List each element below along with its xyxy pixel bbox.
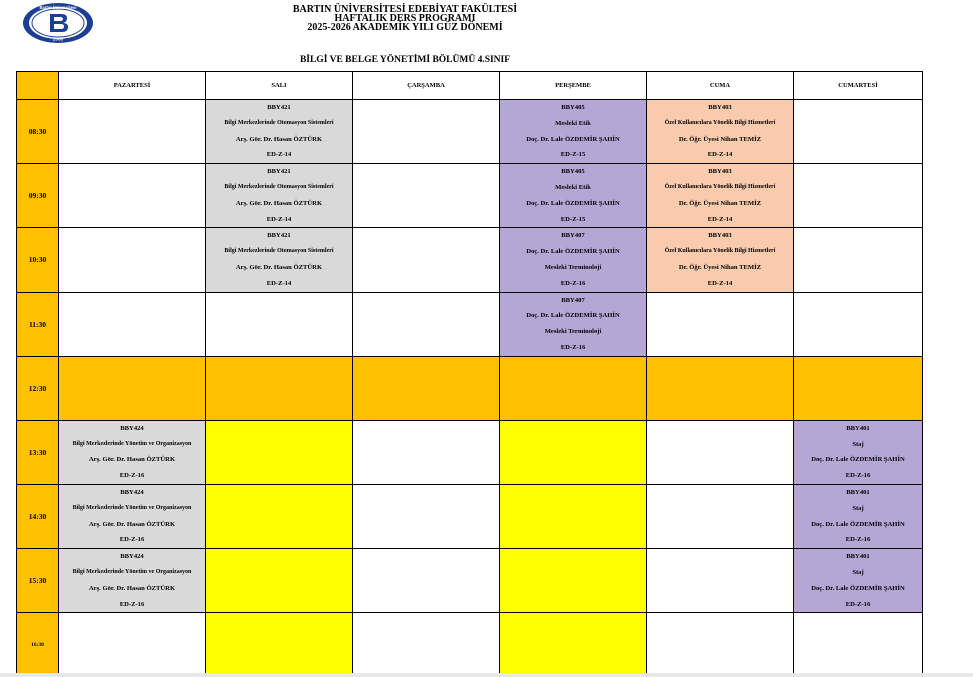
schedule-cell xyxy=(353,420,500,484)
schedule-cell xyxy=(59,228,206,292)
course-instructor: Arş. Gör. Dr. Hasan ÖZTÜRK xyxy=(235,199,323,207)
course-cell xyxy=(59,420,206,484)
course-cell xyxy=(500,100,647,164)
highlight-cell xyxy=(206,549,353,613)
course-code: BBY401 xyxy=(846,553,870,561)
course-instructor: Doç. Dr. Lale ÖZDEMİR ŞAHİN xyxy=(526,199,620,207)
schedule-cell xyxy=(59,613,206,677)
course-code: BBY424 xyxy=(120,424,144,432)
course-code: BBY424 xyxy=(120,553,144,561)
course-code: BBY421 xyxy=(267,232,291,240)
course-room: ED-Z-14 xyxy=(266,151,292,159)
course-room: ED-Z-14 xyxy=(707,151,733,159)
time-label: 10:30 xyxy=(17,228,59,292)
course-instructor: Arş. Gör. Dr. Hasan ÖZTÜRK xyxy=(88,520,176,528)
corner-cell xyxy=(17,72,59,100)
schedule-cell xyxy=(59,100,206,164)
course-name: Staj xyxy=(852,440,864,448)
course-name: Bilgi Merkezlerinde Yönetim ve Organizasyon xyxy=(72,440,192,447)
course-code: BBY424 xyxy=(120,488,144,496)
course-cell xyxy=(206,100,353,164)
course-room: ED-Z-14 xyxy=(266,279,292,287)
course-cell xyxy=(500,228,647,292)
course-room: ED-Z-14 xyxy=(266,215,292,223)
course-room: ED-Z-14 xyxy=(707,215,733,223)
course-name: Özel Kullanıcılara Yönelik Bilgi Hizmetleri xyxy=(664,183,776,190)
time-row xyxy=(17,549,923,613)
highlight-cell xyxy=(500,484,647,548)
course-cell xyxy=(206,164,353,228)
schedule-cell xyxy=(647,613,794,677)
schedule-cell xyxy=(794,613,923,677)
day-header: SALI xyxy=(206,72,353,100)
course-cell xyxy=(59,549,206,613)
time-label: 11:30 xyxy=(17,292,59,356)
schedule-cell xyxy=(59,164,206,228)
highlight-cell xyxy=(500,613,647,677)
course-name: Bilgi Merkezlerinde Otomasyon Sistemleri xyxy=(224,183,334,190)
course-name: Özel Kullanıcılara Yönelik Bilgi Hizmetleri xyxy=(664,248,776,255)
schedule-cell xyxy=(353,164,500,228)
department-title: BİLGİ VE BELGE YÖNETİMİ BÖLÜMÜ 4.SINIF xyxy=(299,55,511,65)
time-row xyxy=(17,228,923,292)
highlight-cell xyxy=(500,420,647,484)
time-row xyxy=(17,100,923,164)
day-header: PERŞEMBE xyxy=(500,72,647,100)
highlight-cell xyxy=(500,549,647,613)
course-instructor: Arş. Gör. Dr. Hasan ÖZTÜRK xyxy=(88,456,176,464)
lunch-cell xyxy=(500,356,647,420)
course-room: ED-Z-15 xyxy=(560,151,586,159)
schedule-cell xyxy=(794,100,923,164)
time-row xyxy=(17,164,923,228)
course-code: BBY421 xyxy=(267,168,291,176)
highlight-cell xyxy=(206,613,353,677)
course-cell xyxy=(794,484,923,548)
time-row xyxy=(17,292,923,356)
course-code: BBY407 xyxy=(561,232,585,240)
logo-arc-text: Bartın Üniversitesi xyxy=(39,5,77,10)
schedule-cell xyxy=(353,228,500,292)
day-header: ÇARŞAMBA xyxy=(353,72,500,100)
time-label: 15:30 xyxy=(17,549,59,613)
schedule-cell xyxy=(353,484,500,548)
time-row xyxy=(17,613,923,677)
course-code: BBY403 xyxy=(708,168,732,176)
lunch-cell xyxy=(647,356,794,420)
course-instructor: Doç. Dr. Lale ÖZDEMİR ŞAHİN xyxy=(811,520,905,528)
course-cell xyxy=(647,164,794,228)
course-name: Mesleki Terminoloji xyxy=(544,263,602,271)
time-row xyxy=(17,484,923,548)
course-instructor: Dr. Öğr. Üyesi Nihan TEMİZ xyxy=(678,135,762,143)
course-instructor: Doç. Dr. Lale ÖZDEMİR ŞAHİN xyxy=(526,248,620,256)
faculty-title: BARTIN ÜNİVERSİTESİ EDEBİYAT FAKÜLTESİ xyxy=(292,4,518,15)
schedule-cell xyxy=(647,420,794,484)
course-code: BBY401 xyxy=(846,488,870,496)
schedule-cell xyxy=(647,484,794,548)
course-name: Bilgi Merkezlerinde Yönetim ve Organizasyon xyxy=(72,504,192,511)
schedule-cell xyxy=(647,549,794,613)
highlight-cell xyxy=(206,420,353,484)
course-code: BBY405 xyxy=(561,104,585,111)
page-bottom-edge xyxy=(0,673,973,677)
course-cell xyxy=(647,100,794,164)
schedule-cell xyxy=(794,292,923,356)
highlight-cell xyxy=(206,484,353,548)
course-room: ED-Z-14 xyxy=(707,279,733,287)
time-label: 08:30 xyxy=(17,100,59,164)
course-instructor: Doç. Dr. Lale ÖZDEMİR ŞAHİN xyxy=(526,135,620,143)
course-instructor: Dr. Öğr. Üyesi Nihan TEMİZ xyxy=(678,199,762,207)
schedule-cell xyxy=(353,613,500,677)
lunch-cell xyxy=(59,356,206,420)
program-title: HAFTALIK DERS PROGRAMI xyxy=(334,13,476,24)
day-header: CUMARTESİ xyxy=(794,72,923,100)
course-instructor: Doç. Dr. Lale ÖZDEMİR ŞAHİN xyxy=(526,312,620,320)
schedule-cell xyxy=(59,292,206,356)
lunch-cell xyxy=(794,356,923,420)
course-instructor: Dr. Öğr. Üyesi Nihan TEMİZ xyxy=(678,263,762,271)
course-instructor: Doç. Dr. Lale ÖZDEMİR ŞAHİN xyxy=(811,584,905,592)
course-name: Özel Kullanıcılara Yönelik Bilgi Hizmetleri xyxy=(664,119,776,126)
course-cell xyxy=(794,420,923,484)
day-header: CUMA xyxy=(647,72,794,100)
logo-year: 2008 xyxy=(52,36,64,42)
course-code: BBY401 xyxy=(846,424,870,432)
course-code: BBY403 xyxy=(708,104,732,111)
lunch-cell xyxy=(353,356,500,420)
course-code: BBY421 xyxy=(267,104,291,111)
course-name: Bilgi Merkezlerinde Otomasyon Sistemleri xyxy=(224,119,334,126)
schedule-cell xyxy=(353,549,500,613)
time-row xyxy=(17,420,923,484)
course-room: ED-Z-16 xyxy=(119,536,145,544)
schedule-cell xyxy=(647,292,794,356)
schedule-cell xyxy=(794,164,923,228)
course-instructor: Arş. Gör. Dr. Hasan ÖZTÜRK xyxy=(235,263,323,271)
course-instructor: Arş. Gör. Dr. Hasan ÖZTÜRK xyxy=(235,135,323,143)
schedule-cell xyxy=(353,292,500,356)
schedule-cell xyxy=(206,292,353,356)
academic-year-title: 2025-2026 AKADEMİK YILI GÜZ DÖNEMİ xyxy=(307,22,503,33)
course-name: Mesleki Etik xyxy=(555,183,591,191)
schedule-cell xyxy=(794,228,923,292)
course-name: Staj xyxy=(852,504,864,512)
course-name: Bilgi Merkezlerinde Otomasyon Sistemleri xyxy=(224,248,334,255)
course-room: ED-Z-16 xyxy=(119,472,145,480)
course-cell xyxy=(647,228,794,292)
course-room: ED-Z-16 xyxy=(560,279,586,287)
course-cell xyxy=(794,549,923,613)
course-name: Bilgi Merkezlerinde Yönetim ve Organizasyon xyxy=(72,568,192,575)
course-room: ED-Z-16 xyxy=(560,343,586,351)
course-cell xyxy=(500,164,647,228)
lunch-row xyxy=(17,356,923,420)
course-name: Mesleki Etik xyxy=(555,119,591,127)
course-cell xyxy=(206,228,353,292)
course-instructor: Arş. Gör. Dr. Hasan ÖZTÜRK xyxy=(88,584,176,592)
course-name: Mesleki Terminoloji xyxy=(544,328,602,336)
time-label: 14:30 xyxy=(17,484,59,548)
course-code: BBY403 xyxy=(708,232,732,240)
course-room: ED-Z-16 xyxy=(845,536,871,544)
course-room: ED-Z-16 xyxy=(845,472,871,480)
day-header-row xyxy=(17,72,923,100)
time-label: 12:30 xyxy=(17,356,59,420)
course-cell xyxy=(500,292,647,356)
course-instructor: Doç. Dr. Lale ÖZDEMİR ŞAHİN xyxy=(811,456,905,464)
course-code: BBY405 xyxy=(561,168,585,176)
course-name: Staj xyxy=(852,568,864,576)
day-header: PAZARTESİ xyxy=(59,72,206,100)
university-logo xyxy=(22,2,94,44)
time-label: 16:30 xyxy=(17,613,59,677)
time-label: 09:30 xyxy=(17,164,59,228)
schedule-table xyxy=(16,71,923,677)
course-room: ED-Z-15 xyxy=(560,215,586,223)
course-cell xyxy=(59,484,206,548)
course-code: BBY407 xyxy=(561,296,585,304)
lunch-cell xyxy=(206,356,353,420)
time-label: 13:30 xyxy=(17,420,59,484)
schedule-cell xyxy=(353,100,500,164)
course-room: ED-Z-16 xyxy=(119,600,145,608)
course-room: ED-Z-16 xyxy=(845,600,871,608)
